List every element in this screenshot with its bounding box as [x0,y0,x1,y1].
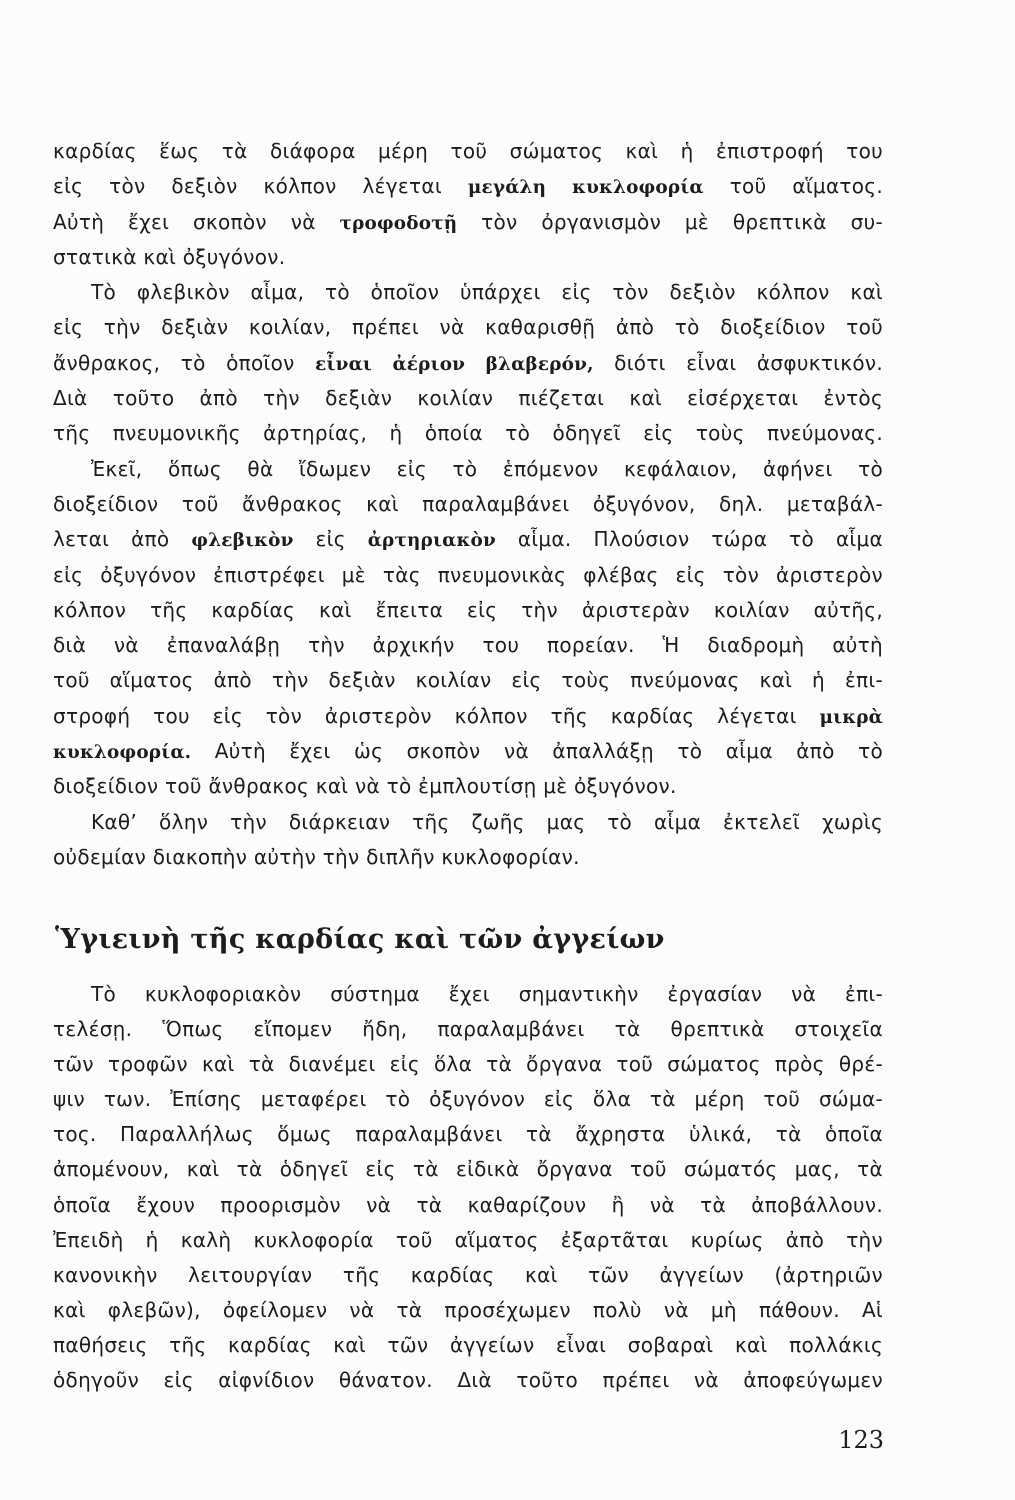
text-line: Τὸ κυκλοφοριακὸν σύστημα ἔχει σημαντικὴν ἐργασίαν νὰ ἐπι- [91,982,883,1006]
text-run: εἰς τὸν δεξιὸν κόλπον λέγεται [53,174,468,199]
text-line [53,522,883,557]
text-run: εἰς [293,527,368,552]
text-line: Καθ’ ὅλην τὴν διάρκειαν τῆς ζωῆς μας τὸ αἷμα ἐκτελεῖ χωρὶς [91,809,883,834]
text-line [53,205,883,240]
text-line: τοῦ αἵματος ἀπὸ τὴν δεξιὰν κοιλίαν εἰς τοὺς πνεύμονας καὶ ἡ ἐπι- [53,668,883,693]
text-run: λεται ἀπὸ [53,527,192,552]
text-run: στροφή του εἰς τὸν ἀριστερὸν κόλπον τῆς καρδίας λέγεται [53,703,820,728]
text-line: καρδίας ἕως τὰ διάφορα μέρη τοῦ σώματος καὶ ἡ ἐπιστροφή του [53,139,883,163]
text-line: τῆς πνευμονικῆς ἀρτηρίας, ἡ ὁποία τὸ ὁδηγεῖ εἰς τοὺς πνεύμονας. [53,421,883,446]
text-line: ὁποῖα ἔχουν προορισμὸν νὰ τὰ καθαρίζουν ἢ νὰ τὰ ἀποβάλλουν. [53,1192,883,1217]
text-run: Αὐτὴ ἔχει σκοπὸν νὰ [53,209,340,234]
text-line: ὁδηγοῦν εἰς αἰφνίδιον θάνατον. Διὰ τοῦτο πρέπει νὰ ἀποφεύγωμεν [53,1368,883,1393]
text-line: στατικὰ καὶ ὀξυγόνον. [53,244,286,269]
text-line: τελέσῃ. Ὅπως εἴπομεν ἤδη, παραλαμβάνει τὰ θρεπτικὰ στοιχεῖα [53,1017,883,1042]
body-text-bottom [53,977,883,1398]
bold-term: μεγάλη κυκλοφορία [467,177,704,199]
text-line: εἰς τὴν δεξιὰν κοιλίαν, πρέπει νὰ καθαρισθῇ ἀπὸ τὸ διοξείδιον τοῦ [53,315,883,340]
text-line: κανονικὴν λειτουργίαν τῆς καρδίας καὶ τῶν ἀγγείων (ἀρτηριῶν [53,1262,883,1287]
text-run: τὸν ὀργανισμὸν μὲ θρεπτικὰ συ- [457,209,883,234]
section-heading: Ὑγιεινὴ τῆς καρδίας καὶ τῶν ἀγγείων [55,924,665,955]
bold-term: κυκλοφορία. [53,742,192,764]
bold-term: τροφοδοτῇ [339,212,458,234]
page-number: 123 [838,1426,884,1454]
body-text-top [53,134,883,875]
text-run: τοῦ αἵματος. [703,174,883,199]
text-line: κόλπον τῆς καρδίας καὶ ἔπειτα εἰς τὴν ἀριστερὰν κοιλίαν αὐτῆς, [53,597,883,622]
text-line: διοξείδιον τοῦ ἄνθρακος καὶ νὰ τὸ ἐμπλουτίσῃ μὲ ὀξυγόνον. [53,774,677,799]
text-line [53,734,883,769]
text-line: τῶν τροφῶν καὶ τὰ διανέμει εἰς ὅλα τὰ ὄργανα τοῦ σώματος πρὸς θρέ- [53,1052,883,1077]
text-line: Ἐπειδὴ ἡ καλὴ κυκλοφορία τοῦ αἵματος ἐξαρτᾶται κυρίως ἀπὸ τὴν [53,1227,883,1252]
paragraph [53,452,883,805]
paragraph [53,134,883,275]
text-run: Αὐτὴ ἔχει ὡς σκοπὸν νὰ ἀπαλλάξῃ τὸ αἷμα ἀπὸ τὸ [191,739,883,764]
text-line: ψιν των. Ἐπίσης μεταφέρει τὸ ὀξυγόνον εἰς ὅλα τὰ μέρη τοῦ σώμα- [53,1087,883,1112]
bold-term: ἀρτηριακὸν [367,530,496,552]
text-run: διότι εἶναι ἀσφυκτικόν. [593,350,883,375]
text-line: Τὸ φλεβικὸν αἷμα, τὸ ὁποῖον ὑπάρχει εἰς τὸν δεξιὸν κόλπον καὶ [91,280,883,305]
bold-term: φλεβικὸν [191,530,294,552]
paragraph [53,977,883,1398]
paragraph [53,275,883,451]
text-line: ἀπομένουν, καὶ τὰ ὁδηγεῖ εἰς τὰ εἰδικὰ ὄργανα τοῦ σώματός μας, τὰ [53,1157,883,1182]
text-line: παθήσεις τῆς καρδίας καὶ τῶν ἀγγείων εἶναι σοβαραὶ καὶ πολλάκις [53,1332,883,1357]
bold-term: μικρὰ [819,706,883,728]
paragraph [53,805,883,876]
text-line: τος. Παραλλήλως ὅμως παραλαμβάνει τὰ ἄχρηστα ὑλικά, τὰ ὁποῖα [53,1122,883,1147]
text-line [53,346,883,381]
text-line [53,699,883,734]
text-line [53,169,883,204]
text-line: Ἐκεῖ, ὅπως θὰ ἴδωμεν εἰς τὸ ἑπόμενον κεφάλαιον, ἀφήνει τὸ [91,456,883,481]
text-run: αἷμα. Πλούσιον τώρα τὸ αἷμα [495,527,884,552]
text-run: ἄνθρακος, τὸ ὁποῖον [53,350,316,375]
text-line: οὐδεμίαν διακοπὴν αὐτὴν τὴν διπλῆν κυκλοφορίαν. [53,844,580,869]
text-line: Διὰ τοῦτο ἀπὸ τὴν δεξιὰν κοιλίαν πιέζεται καὶ εἰσέρχεται ἐντὸς [53,386,883,411]
text-line: καὶ φλεβῶν), ὀφείλομεν νὰ τὰ προσέχωμεν πολὺ νὰ μὴ πάθουν. Αἱ [53,1297,883,1322]
bold-term: εἶναι ἀέριον βλαβερόν, [315,353,594,375]
text-line: εἰς ὀξυγόνον ἐπιστρέφει μὲ τὰς πνευμονικὰς φλέβας εἰς τὸν ἀριστερὸν [53,562,883,587]
text-line: διὰ νὰ ἐπαναλάβῃ τὴν ἀρχικήν του πορείαν. Ἡ διαδρομὴ αὐτὴ [53,633,883,658]
text-line: διοξείδιον τοῦ ἄνθρακος καὶ παραλαμβάνει ὀξυγόνον, δηλ. μεταβάλ- [53,491,883,516]
